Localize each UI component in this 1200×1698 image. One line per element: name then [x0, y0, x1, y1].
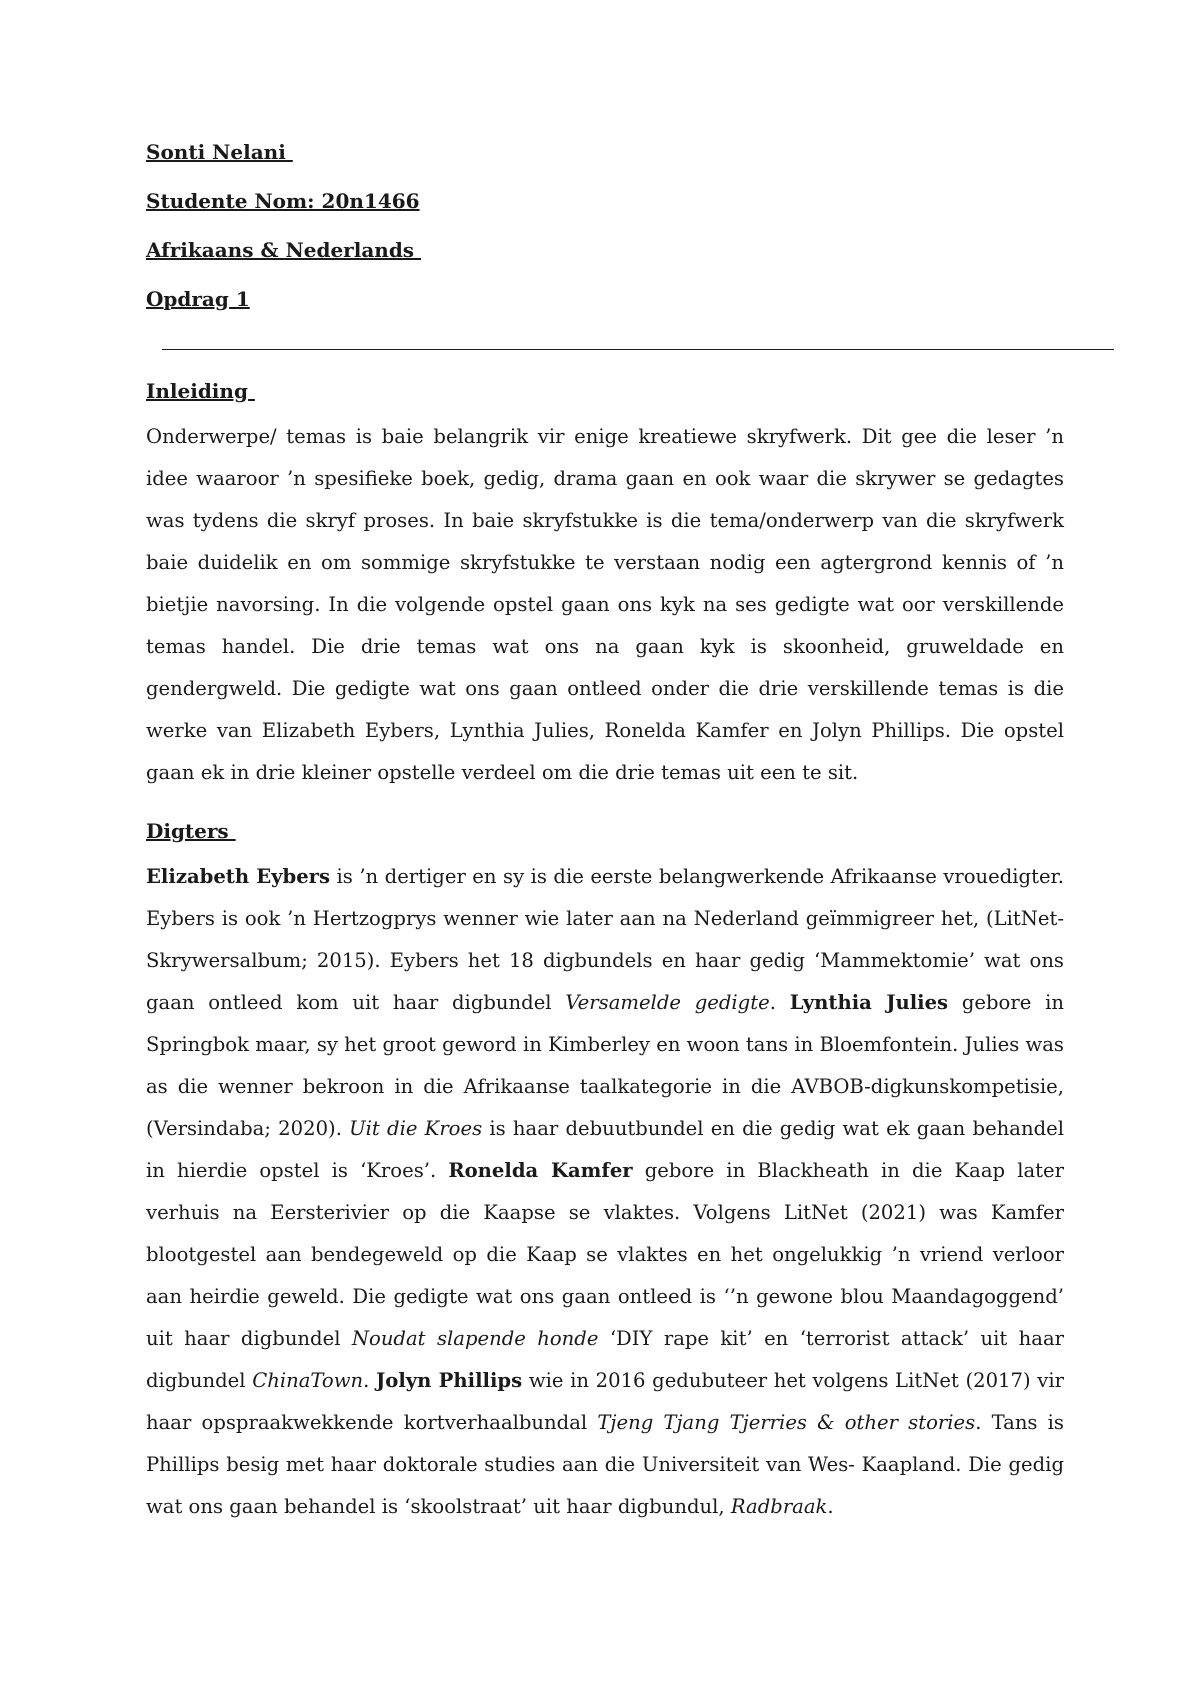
book-title: Versamelde gedigte [565, 991, 770, 1014]
horizontal-divider [162, 349, 1114, 350]
poets-text: . [363, 1369, 377, 1392]
poets-text: is haar debuutbundel en die gedig wat ek gaan behandel in hierdie opstel is ‘Kroes’. [146, 1117, 1064, 1182]
poets-text: is ’n dertiger en sy is die eerste belangwerkende Afrikaanse vrouedigter. Eybers is ook ’n Hertzogprys wenner wie later aan na Nederland geïmmigreer het, (LitNet-Skrywersalbum; 2015). Eybers het 18 digbundels en haar gedig ‘Mammektomie’ wat ons gaan ontleed kom uit haar digbundel [146, 865, 1064, 1014]
introduction-heading: Inleiding [146, 379, 255, 403]
poets-text: . [769, 991, 790, 1014]
book-title: Radbraak [730, 1495, 828, 1518]
student-number: Studente Nom: 20n1466 [146, 189, 420, 213]
poets-paragraph [146, 856, 1064, 1528]
poets-text: wie in 2016 gedubuteer het volgens LitNet (2017) vir haar opspraakwekkende kortverhaalbundal [146, 1369, 1064, 1434]
poets-text: ‘DIY rape kit’ en ‘terrorist attack’ uit haar digbundel [146, 1327, 1064, 1392]
poets-text: . [827, 1495, 834, 1518]
poet-name-julies: Lynthia Julies [789, 991, 949, 1014]
author-name: Sonti Nelani [146, 140, 293, 164]
introduction-paragraph: Onderwerpe/ temas is baie belangrik vir enige kreatiewe skryfwerk. Dit gee die leser ’n idee waaroor ’n spesifieke boek, gedig, drama gaan en ook waar die skrywer se gedagtes was tydens die skryf proses. In baie skryfstukke is die tema/onderwerp van die skryfwerk baie duidelik en om sommige skryfstukke te verstaan nodig een agtergrond kennis of ’n bietjie navorsing. In die volgende opstel gaan ons kyk na ses gedigte wat oor verskillende temas handel. Die drie temas wat ons na gaan kyk is skoonheid, gruweldade en gendergweld. Die gedigte wat ons gaan ontleed onder die drie verskillende temas is die werke van Elizabeth Eybers, Lynthia Julies, Ronelda Kamfer en Jolyn Phillips. Die opstel gaan ek in drie kleiner opstelle verdeel om die drie temas uit een te sit. [146, 425, 1064, 784]
book-title: ChinaTown [252, 1369, 364, 1392]
book-title: Uit die Kroes [349, 1117, 483, 1140]
poet-name-kamfer: Ronelda Kamfer [448, 1159, 633, 1182]
poets-text: . Tans is Phillips besig met haar doktorale studies aan die Universiteit van Wes- Kaapland. Die gedig wat ons gaan behandel is ‘skoolstraat’ uit haar digbundul, [146, 1411, 1064, 1518]
poet-name-eybers: Elizabeth Eybers [146, 865, 331, 888]
course-title: Afrikaans & Nederlands [146, 238, 422, 262]
book-title: Tjeng Tjang Tjerries & other stories [597, 1411, 976, 1434]
book-title: Noudat slapende honde [351, 1327, 599, 1350]
poets-heading: Digters [146, 819, 236, 843]
poet-name-phillips: Jolyn Phillips [376, 1369, 523, 1392]
assignment-title: Opdrag 1 [146, 287, 250, 311]
poets-text: gebore in Blackheath in die Kaap later verhuis na Eersterivier op die Kaapse se vlaktes. Volgens LitNet (2021) was Kamfer blootgestel aan bendegeweld op die Kaap se vlaktes en het ongelukkig ’n vriend verloor aan heirdie geweld. Die gedigte wat ons gaan ontleed is ‘’n gewone blou Maandagoggend’ uit haar digbundel [146, 1159, 1064, 1350]
poets-text: gebore in Springbok maar, sy het groot geword in Kimberley en woon tans in Bloemfontein. Julies was as die wenner bekroon in die Afrikaanse taalkategorie in die AVBOB-digkunskompetisie, (Versindaba; 2020). [146, 991, 1064, 1140]
